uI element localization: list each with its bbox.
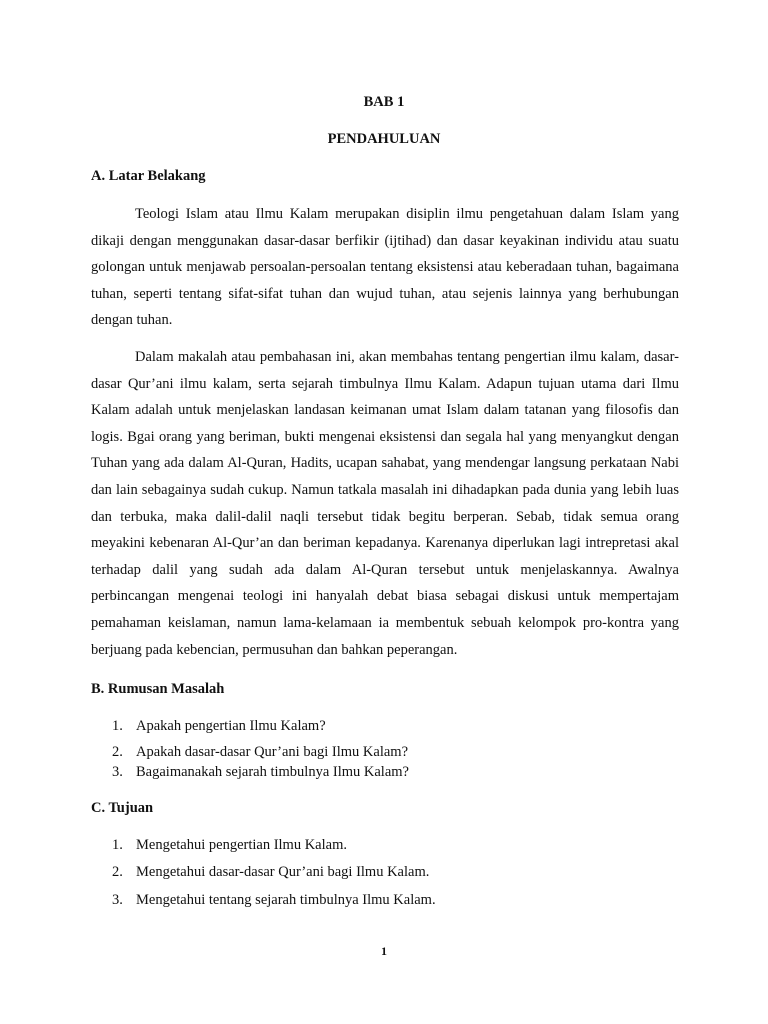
list-item: 1. Apakah pengertian Ilmu Kalam? <box>112 718 326 734</box>
section-b-heading: B. Rumusan Masalah <box>91 681 225 697</box>
paragraph-2: Dalam makalah atau pembahasan ini, akan membahas tentang pengertian ilmu kalam, dasar-dasar Qur’ani ilmu kalam, serta sejarah timbulnya Ilmu Kalam. Adapun tujuan utama dari Ilmu Kalam adalah untuk menjelaskan landasan keimanan umat Islam dalam tatanan yang filosofis dan logis. Bgai orang yang beriman, bukti mengenai eksistensi dan segala hal yang menyangkut dengan Tuhan yang ada dalam Al-Quran, Hadits, ucapan sahabat, yang mendengar langsung perkataan Nabi dan lain sebagainya sudah cukup. Namun tatkala masalah ini dihadapkan pada dunia yang lebih luas dan terbuka, maka dalil-dalil naqli tersebut tidak begitu berperan. Sebab, tidak semua orang meyakini kebenaran Al-Qur’an dan beriman kepadanya. Karenanya diperlukan lagi intrepretasi akal terhadap dalil yang sudah ada dalam Al-Quran tersebut untuk menjelaskannya. Awalnya perbincangan mengenai teologi ini hanyalah debat biasa sebagai diskusi untuk mempertajam pemahaman keislaman, namun lama-kelamaan ia membentuk sebuah kelompok pro-kontra yang berjuang pada kebencian, permusuhan dan bahkan peperangan. <box>91 349 679 658</box>
paragraph-1: Teologi Islam atau Ilmu Kalam merupakan disiplin ilmu pengetahuan dalam Islam yang dikaji dengan menggunakan dasar-dasar berfikir (ijtihad) dan dasar keyakinan individu atau suatu golongan untuk menjawab persoalan-persoalan tentang eksistensi atau keberadaan tuhan, bagaimana tuhan, seperti tentang sifat-sifat tuhan dan wujud tuhan, atau sejenis lainnya yang berhubungan dengan tuhan. <box>91 206 679 329</box>
page-number: 1 <box>381 944 387 958</box>
list-item: 3. Bagaimanakah sejarah timbulnya Ilmu Kalam? <box>112 764 409 780</box>
page-title: PENDAHULUAN <box>327 131 441 147</box>
list-item: 2. Mengetahui dasar-dasar Qur’ani bagi Ilmu Kalam. <box>112 864 430 880</box>
list-item: 3. Mengetahui tentang sejarah timbulnya Ilmu Kalam. <box>112 892 436 908</box>
list-item: 2. Apakah dasar-dasar Qur’ani bagi Ilmu Kalam? <box>112 744 409 760</box>
section-c-heading: C. Tujuan <box>91 800 154 816</box>
section-a-heading: A. Latar Belakang <box>91 168 206 184</box>
chapter-label: BAB 1 <box>363 94 405 110</box>
list-item: 1. Mengetahui pengertian Ilmu Kalam. <box>112 837 347 853</box>
